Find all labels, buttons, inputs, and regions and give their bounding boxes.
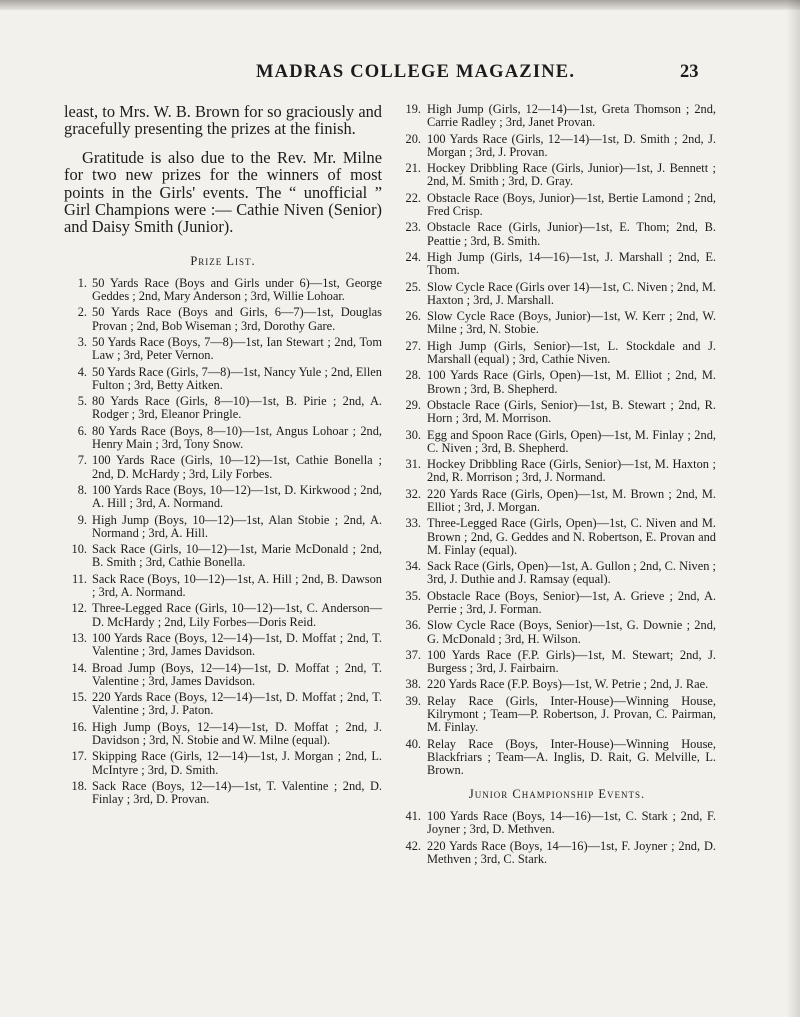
prize-number: 3.: [77, 335, 87, 350]
prize-number: 23.: [405, 220, 421, 235]
prize-text: Sack Race (Boys, 12—14)—1st, T. Valentine ; 2nd, D. Finlay ; 3rd, D. Provan.: [92, 778, 382, 807]
prize-text: 220 Yards Race (Boys, 14—16)—1st, F. Joyner ; 2nd, D. Methven ; 3rd, C. Stark.: [427, 838, 716, 867]
prize-number: 29.: [405, 397, 421, 412]
prize-number: 11.: [71, 571, 87, 586]
prize-list-heading: Prize List.: [190, 253, 256, 268]
prize-entry: [64, 573, 382, 599]
prize-text: 80 Yards Race (Girls, 8—10)—1st, B. Pirie ; 2nd, A. Rodger ; 3rd, Eleanor Pringle.: [92, 394, 382, 422]
prize-number: 1.: [77, 275, 87, 290]
prize-entry: [64, 277, 382, 303]
prize-entry: [64, 632, 382, 658]
prize-text: 50 Yards Race (Boys and Girls under 6)—1st, George Geddes ; 2nd, Mary Anderson ; 3rd, Willie Lohoar.: [92, 275, 382, 304]
prize-text: Obstacle Race (Boys, Junior)—1st, Bertie Lamond ; 2nd, Fred Crisp.: [427, 190, 716, 218]
intro-paragraph: Gratitude is also due to the Rev. Mr. Milne for two new prizes for the winners of most points in the Girls' events. The “ unofficial ” Girl Champions were :— Cathie Niven (Senior) and Daisy Smith (Junior).: [64, 147, 382, 237]
prize-number: 7.: [77, 453, 87, 468]
prize-entry: [398, 251, 716, 277]
prize-text: Sack Race (Girls, Open)—1st, A. Gullon ; 2nd, C. Niven ; 3rd, J. Duthie and J. Ramsay (equal).: [427, 559, 716, 587]
prize-entry: [398, 399, 716, 425]
prize-entry: [398, 840, 716, 866]
prize-text: Obstacle Race (Girls, Senior)—1st, B. Stewart ; 2nd, R. Horn ; 3rd, M. Morrison.: [427, 397, 716, 426]
prize-text: 100 Yards Race (Girls, 10—12)—1st, Cathie Bonella ; 2nd, D. McHardy ; 3rd, Lily Forbes.: [92, 453, 382, 481]
prize-text: Hockey Dribbling Race (Girls, Senior)—1st, M. Haxton ; 2nd, R. Morrison ; 3rd, J. Normand.: [427, 457, 716, 485]
prize-text: 100 Yards Race (Girls, 12—14)—1st, D. Smith ; 2nd, J. Morgan ; 3rd, J. Provan.: [427, 131, 716, 159]
prize-text: 50 Yards Race (Girls, 7—8)—1st, Nancy Yule ; 2nd, Ellen Fulton ; 3rd, Betty Aitken.: [92, 364, 382, 392]
prize-entry: [398, 695, 716, 735]
prize-number: 4.: [77, 364, 87, 379]
prize-list-right: [398, 103, 716, 777]
prize-text: Relay Race (Boys, Inter-House)—Winning House, Blackfriars ; Team—A. Inglis, D. Rait, G. Melville, L. Brown.: [427, 736, 716, 778]
prize-number: 33.: [405, 516, 421, 531]
page-header-title: MADRAS COLLEGE MAGAZINE.: [256, 62, 576, 82]
prize-text: Obstacle Race (Boys, Senior)—1st, A. Grieve ; 2nd, A. Perrie ; 3rd, J. Forman.: [427, 588, 716, 616]
right-column: [398, 103, 716, 869]
prize-text: 220 Yards Race (Boys, 12—14)—1st, D. Moffat ; 2nd, T. Valentine ; 3rd, J. Paton.: [92, 690, 382, 718]
prize-text: High Jump (Girls, 14—16)—1st, J. Marshall ; 2nd, E. Thom.: [427, 249, 716, 278]
prize-number: 18.: [71, 778, 87, 793]
prize-text: 220 Yards Race (Girls, Open)—1st, M. Brown ; 2nd, M. Elliot ; 3rd, J. Morgan.: [427, 486, 716, 514]
prize-number: 5.: [77, 394, 87, 409]
prize-entry: [398, 590, 716, 616]
prize-text: Slow Cycle Race (Boys, Junior)—1st, W. Kerr ; 2nd, W. Milne ; 3rd, N. Stobie.: [427, 309, 716, 337]
prize-entry: [398, 738, 716, 778]
prize-text: Skipping Race (Girls, 12—14)—1st, J. Morgan ; 2nd, L. McIntyre ; 3rd, D. Smith.: [92, 749, 382, 777]
prize-text: High Jump (Girls, 12—14)—1st, Greta Thomson ; 2nd, Carrie Radley ; 3rd, Janet Provan.: [427, 102, 716, 130]
prize-text: 100 Yards Race (Boys, 12—14)—1st, D. Moffat ; 2nd, T. Valentine ; 3rd, James Davidson.: [92, 630, 382, 659]
prize-entry: [398, 458, 716, 484]
prize-number: 39.: [405, 693, 421, 708]
prize-number: 13.: [71, 630, 87, 645]
prize-entry: [64, 336, 382, 362]
prize-number: 25.: [405, 279, 421, 294]
prize-text: Sack Race (Boys, 10—12)—1st, A. Hill ; 2nd, B. Dawson ; 3rd, A. Normand.: [92, 571, 382, 599]
prize-number: 16.: [71, 719, 87, 734]
prize-number: 40.: [405, 736, 421, 751]
prize-number: 37.: [405, 647, 421, 662]
prize-number: 36.: [405, 618, 421, 633]
prize-number: 17.: [71, 749, 87, 764]
prize-number: 8.: [77, 483, 87, 497]
prize-number: 35.: [405, 588, 421, 603]
prize-entry: [398, 369, 716, 395]
junior-championship-heading: Junior Championship Events.: [468, 787, 646, 802]
intro-paragraph: least, to Mrs. W. B. Brown for so graciously and gracefully presenting the prizes at the finish.: [64, 102, 382, 139]
prize-text: Relay Race (Girls, Inter-House)—Winning House, Kilrymont ; Team—P. Robertson, J. Provan, C. Pairman, M. Finlay.: [427, 693, 716, 735]
prize-number: 38.: [405, 677, 421, 692]
prize-number: 12.: [71, 601, 87, 616]
prize-text: 220 Yards Race (F.P. Boys)—1st, W. Petrie ; 2nd, J. Rae.: [427, 677, 709, 692]
prize-text: Three-Legged Race (Girls, 10—12)—1st, C. Anderson—D. McHardy ; 2nd, Lily Forbes—Doris Reid.: [92, 601, 382, 629]
prize-text: 100 Yards Race (Boys, 10—12)—1st, D. Kirkwood ; 2nd, A. Hill ; 3rd, A. Normand.: [92, 483, 382, 511]
prize-number: 14.: [71, 660, 87, 675]
junior-events-list: [398, 810, 716, 866]
prize-text: High Jump (Girls, Senior)—1st, L. Stockdale and J. Marshall (equal) ; 3rd, Cathie Niven.: [427, 338, 716, 366]
prize-number: 30.: [405, 427, 421, 442]
prize-number: 24.: [405, 249, 421, 264]
prize-text: Slow Cycle Race (Boys, Senior)—1st, G. Downie ; 2nd, G. McDonald ; 3rd, H. Wilson.: [427, 618, 716, 646]
prize-entry: [398, 619, 716, 645]
scan-top-edge: [0, 0, 800, 10]
page-number: 23: [680, 62, 699, 82]
prize-text: 80 Yards Race (Boys, 8—10)—1st, Angus Lohoar ; 2nd, Henry Main ; 3rd, Tony Snow.: [92, 423, 382, 452]
prize-entry: [64, 366, 382, 392]
prize-entry: [64, 484, 382, 510]
prize-text: 100 Yards Race (F.P. Girls)—1st, M. Stewart; 2nd, J. Burgess ; 3rd, J. Fairbairn.: [427, 647, 716, 676]
prize-number: 42.: [405, 838, 421, 853]
prize-entry: [398, 133, 716, 159]
prize-text: 100 Yards Race (Boys, 14—16)—1st, C. Stark ; 2nd, F. Joyner ; 3rd, D. Methven.: [427, 809, 716, 837]
prize-list-left: [64, 277, 382, 807]
prize-entry: [64, 780, 382, 806]
prize-entry: [64, 306, 382, 332]
prize-entry: [64, 691, 382, 717]
scan-right-shadow: [786, 0, 800, 1017]
prize-entry: [398, 310, 716, 336]
prize-entry: [64, 721, 382, 747]
prize-number: 21.: [405, 161, 421, 176]
prize-entry: [64, 514, 382, 540]
prize-text: High Jump (Boys, 10—12)—1st, Alan Stobie ; 2nd, A. Normand ; 3rd, A. Hill.: [92, 512, 382, 540]
prize-entry: [64, 750, 382, 776]
prize-text: Egg and Spoon Race (Girls, Open)—1st, M. Finlay ; 2nd, C. Niven ; 3rd, B. Shepherd.: [427, 427, 716, 455]
prize-number: 26.: [405, 309, 421, 324]
prize-number: 34.: [405, 559, 421, 574]
prize-entry: [398, 340, 716, 366]
prize-entry: [64, 662, 382, 688]
prize-number: 20.: [405, 131, 421, 146]
prize-text: Slow Cycle Race (Girls over 14)—1st, C. Niven ; 2nd, M. Haxton ; 3rd, J. Marshall.: [427, 279, 716, 307]
prize-number: 9.: [77, 512, 87, 527]
prize-entry: [398, 281, 716, 307]
prize-text: Hockey Dribbling Race (Girls, Junior)—1st, J. Bennett ; 2nd, M. Smith ; 3rd, D. Gray.: [427, 161, 716, 189]
prize-text: Obstacle Race (Girls, Junior)—1st, E. Thom; 2nd, B. Peattie ; 3rd, B. Smith.: [427, 220, 716, 248]
prize-number: 31.: [405, 457, 421, 472]
prize-entry: [398, 517, 716, 557]
prize-number: 10.: [71, 542, 87, 557]
prize-entry: [64, 454, 382, 480]
prize-entry: [398, 162, 716, 188]
left-column: [64, 103, 382, 810]
prize-number: 19.: [405, 102, 421, 116]
prize-entry: [64, 425, 382, 451]
prize-number: 41.: [405, 809, 421, 824]
prize-number: 2.: [77, 305, 87, 320]
prize-entry: [398, 678, 716, 691]
prize-entry: [64, 543, 382, 569]
prize-entry: [398, 221, 716, 247]
prize-entry: [398, 810, 716, 836]
prize-text: 50 Yards Race (Boys, 7—8)—1st, Ian Stewart ; 2nd, Tom Law ; 3rd, Peter Vernon.: [92, 335, 382, 363]
prize-text: Three-Legged Race (Girls, Open)—1st, C. Niven and M. Brown ; 2nd, G. Geddes and N. Robertson, E. Provan and M. Finlay (equal).: [427, 516, 716, 557]
prize-entry: [398, 192, 716, 218]
prize-number: 32.: [405, 486, 421, 501]
prize-text: 100 Yards Race (Girls, Open)—1st, M. Elliot ; 2nd, M. Brown ; 3rd, B. Shepherd.: [427, 368, 716, 396]
prize-entry: [398, 429, 716, 455]
prize-number: 22.: [405, 190, 421, 205]
prize-text: Broad Jump (Boys, 12—14)—1st, D. Moffat ; 2nd, T. Valentine ; 3rd, James Davidson.: [92, 660, 382, 688]
prize-entry: [64, 395, 382, 421]
prize-number: 15.: [71, 690, 87, 705]
prize-entry: [398, 649, 716, 675]
prize-number: 6.: [77, 423, 87, 438]
prize-entry: [398, 560, 716, 586]
prize-number: 27.: [405, 338, 421, 353]
prize-entry: [398, 488, 716, 514]
prize-text: High Jump (Boys, 12—14)—1st, D. Moffat ; 2nd, J. Davidson ; 3rd, N. Stobie and W. Milne (equal).: [92, 719, 382, 747]
prize-text: 50 Yards Race (Boys and Girls, 6—7)—1st, Douglas Provan ; 2nd, Bob Wiseman ; 3rd, Dorothy Gare.: [92, 305, 382, 333]
prize-entry: [398, 103, 716, 129]
prize-number: 28.: [405, 368, 421, 383]
prize-entry: [64, 602, 382, 628]
prize-text: Sack Race (Girls, 10—12)—1st, Marie McDonald ; 2nd, B. Smith ; 3rd, Cathie Bonella.: [92, 542, 382, 570]
